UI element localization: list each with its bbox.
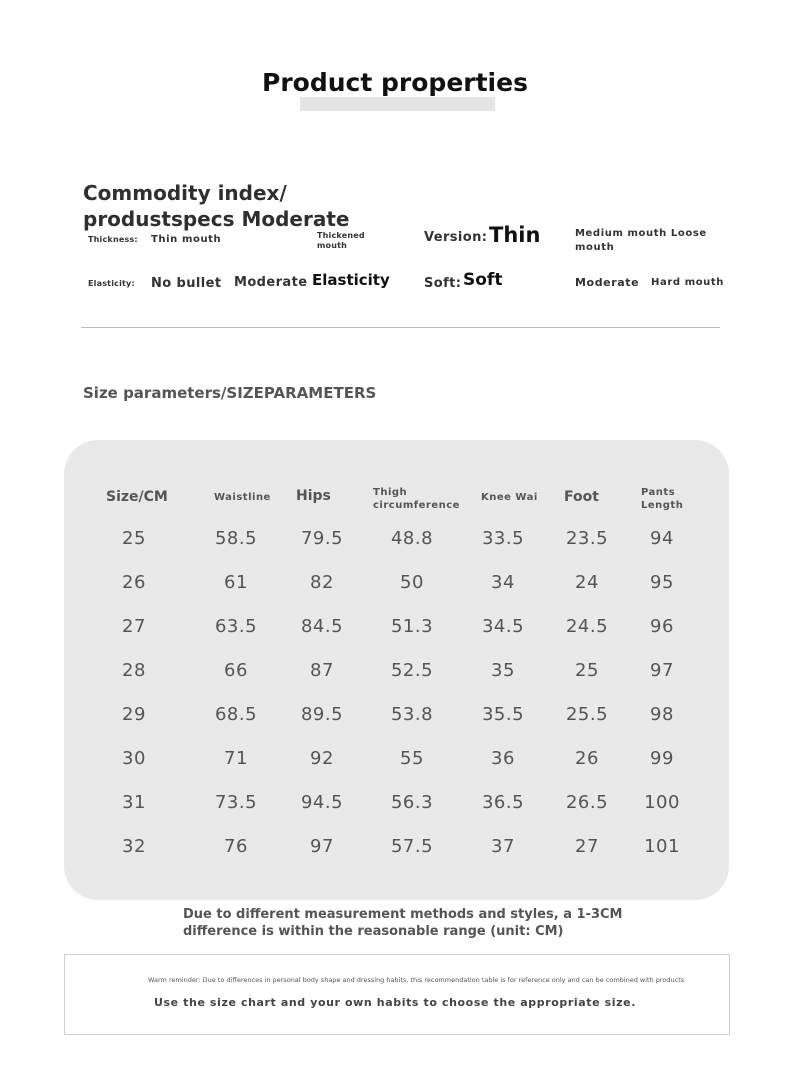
table-cell: 35 bbox=[491, 660, 515, 681]
table-cell: 26 bbox=[575, 748, 599, 769]
version-value: Thin bbox=[489, 223, 541, 247]
table-cell: 87 bbox=[310, 660, 334, 681]
table-cell: 79.5 bbox=[300, 528, 344, 549]
table-cell: 71 bbox=[224, 748, 248, 769]
table-cell: 97 bbox=[310, 836, 334, 857]
table-cell: 57.5 bbox=[390, 836, 434, 857]
table-cell: 24 bbox=[575, 572, 599, 593]
commodity-index-heading bbox=[83, 180, 349, 232]
soft-moderate-option: Moderate bbox=[575, 276, 640, 289]
table-cell: 56.3 bbox=[390, 792, 434, 813]
commodity-line-1: Commodity index/ bbox=[83, 181, 287, 205]
table-cell: 50 bbox=[400, 572, 424, 593]
elasticity-value: Elasticity bbox=[312, 271, 390, 289]
table-cell: 29 bbox=[122, 704, 146, 725]
table-cell: 66 bbox=[224, 660, 248, 681]
table-cell: 23.5 bbox=[565, 528, 609, 549]
table-cell: 101 bbox=[644, 836, 680, 857]
table-cell: 99 bbox=[650, 748, 674, 769]
page-title: Product properties bbox=[262, 68, 528, 97]
warm-reminder-box bbox=[64, 954, 730, 1035]
table-cell: 100 bbox=[644, 792, 680, 813]
table-cell: 30 bbox=[122, 748, 146, 769]
soft-value: Soft bbox=[463, 270, 503, 290]
table-cell: 26.5 bbox=[565, 792, 609, 813]
measurement-note: Due to different measurement methods and styles, a 1-3CM difference is within the reasonable range (unit: CM) bbox=[183, 907, 623, 939]
table-cell: 94 bbox=[650, 528, 674, 549]
table-cell: 35.5 bbox=[481, 704, 525, 725]
elasticity-label: Elasticity: bbox=[88, 279, 135, 288]
warm-reminder-main-text: Use the size chart and your own habits to choose the appropriate size. bbox=[153, 996, 636, 1009]
table-cell: 51.3 bbox=[390, 616, 434, 637]
hard-mouth-option: Hard mouth bbox=[651, 277, 724, 288]
table-cell: 76 bbox=[224, 836, 248, 857]
table-cell: 55 bbox=[400, 748, 424, 769]
table-cell: 96 bbox=[650, 616, 674, 637]
table-cell: 92 bbox=[310, 748, 334, 769]
table-cell: 27 bbox=[122, 616, 146, 637]
header-waistline: Waistline bbox=[214, 492, 271, 503]
table-cell: 53.8 bbox=[390, 704, 434, 725]
table-cell: 97 bbox=[650, 660, 674, 681]
table-cell: 36 bbox=[491, 748, 515, 769]
header-hips: Hips bbox=[296, 488, 331, 504]
table-cell: 26 bbox=[122, 572, 146, 593]
section-divider bbox=[81, 327, 720, 328]
version-other-options: Medium mouth Loose mouth bbox=[575, 228, 707, 253]
table-cell: 61 bbox=[224, 572, 248, 593]
table-cell: 89.5 bbox=[300, 704, 344, 725]
table-cell: 25 bbox=[122, 528, 146, 549]
elasticity-moderate-option: Moderate bbox=[234, 275, 308, 290]
table-cell: 33.5 bbox=[481, 528, 525, 549]
elasticity-no-bullet-option: No bullet bbox=[151, 276, 222, 291]
header-thigh: Thigh circumference bbox=[373, 487, 460, 511]
header-foot: Foot bbox=[564, 489, 599, 505]
table-cell: 27 bbox=[575, 836, 599, 857]
table-cell: 37 bbox=[491, 836, 515, 857]
table-cell: 94.5 bbox=[300, 792, 344, 813]
table-cell: 25.5 bbox=[565, 704, 609, 725]
header-size: Size/CM bbox=[106, 489, 168, 505]
table-cell: 98 bbox=[650, 704, 674, 725]
table-cell: 52.5 bbox=[390, 660, 434, 681]
table-cell: 24.5 bbox=[565, 616, 609, 637]
version-label: Version: bbox=[424, 230, 488, 245]
thickness-thin-option: Thin mouth bbox=[151, 234, 222, 245]
table-cell: 28 bbox=[122, 660, 146, 681]
table-cell: 73.5 bbox=[214, 792, 258, 813]
commodity-line-2: produstspecs Moderate bbox=[83, 207, 350, 231]
thickness-thickened-option: Thickened mouth bbox=[317, 231, 365, 250]
table-cell: 31 bbox=[122, 792, 146, 813]
table-cell: 84.5 bbox=[300, 616, 344, 637]
table-cell: 58.5 bbox=[214, 528, 258, 549]
size-parameters-heading: Size parameters/SIZEPARAMETERS bbox=[83, 384, 377, 402]
table-cell: 34 bbox=[491, 572, 515, 593]
table-cell: 36.5 bbox=[481, 792, 525, 813]
table-cell: 82 bbox=[310, 572, 334, 593]
thickness-label: Thickness: bbox=[88, 235, 138, 244]
header-pants-length: Pants Length bbox=[641, 487, 684, 511]
table-cell: 95 bbox=[650, 572, 674, 593]
table-cell: 32 bbox=[122, 836, 146, 857]
table-cell: 25 bbox=[575, 660, 599, 681]
title-underline bbox=[300, 97, 495, 111]
header-knee: Knee Wai bbox=[481, 492, 538, 503]
table-cell: 63.5 bbox=[214, 616, 258, 637]
table-cell: 68.5 bbox=[214, 704, 258, 725]
table-cell: 34.5 bbox=[481, 616, 525, 637]
soft-label: Soft: bbox=[424, 276, 462, 291]
warm-reminder-small-text: Warm reminder: Due to differences in personal body shape and dressing habits, this recommendation table is for reference only and can be combined with products bbox=[148, 976, 685, 984]
table-cell: 48.8 bbox=[390, 528, 434, 549]
